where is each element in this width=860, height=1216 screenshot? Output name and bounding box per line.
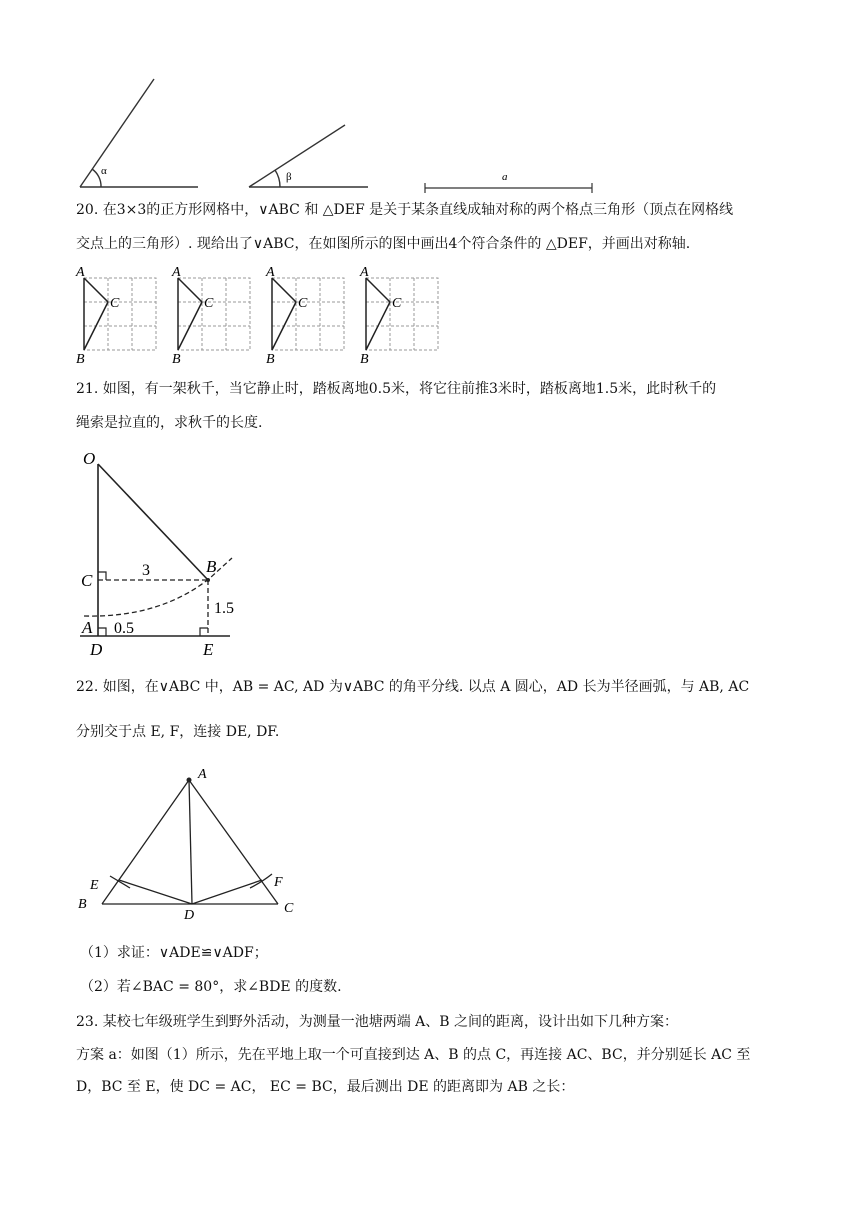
q20-text-line2: 交点上的三角形）. 现给出了∨ABC，在如图所示的图中画出4个符合条件的 △DEF，并画出对称轴.	[76, 236, 691, 252]
q22-text-line2: 分别交于点 E, F，连接 DE, DF.	[76, 724, 280, 740]
angle-beta-figure	[249, 125, 368, 187]
q20-grid-figures	[70, 262, 470, 368]
grid-figure-2	[178, 278, 250, 350]
segment-a-figure	[425, 183, 592, 193]
grid3-label-c: C	[298, 296, 308, 311]
swing-label-o: O	[83, 449, 96, 468]
tri-label-c: C	[284, 901, 294, 916]
angle-alpha-figure	[80, 79, 198, 187]
grid-figure-4	[366, 278, 438, 350]
swing-label-1-5: 1.5	[214, 600, 234, 617]
swing-label-3: 3	[142, 562, 150, 579]
swing-label-c: C	[81, 571, 93, 590]
grid3-label-a: A	[266, 265, 275, 280]
grid-figure-3	[272, 278, 344, 350]
swing-label-e: E	[203, 640, 214, 659]
q21-swing-figure	[70, 440, 270, 662]
tri-label-f: F	[274, 875, 283, 890]
tri-label-a: A	[198, 767, 207, 782]
grid4-label-c: C	[392, 296, 402, 311]
grid3-label-b: B	[266, 352, 275, 367]
grid1-label-b: B	[76, 352, 85, 367]
q21-text-line1: 21. 如图，有一架秋千，当它静止时，踏板离地0.5米，将它往前推3米时，踏板离地1.5米，此时秋千的	[76, 381, 717, 397]
grid2-label-b: B	[172, 352, 181, 367]
q23-text-line2: 方案 a：如图（1）所示，先在平地上取一个可直接到达 A、B 的点 C，再连接 AC、BC，并分别延长 AC 至	[76, 1047, 751, 1063]
grid2-label-a: A	[172, 265, 181, 280]
top-figures	[0, 0, 860, 200]
q22-sub2: （2）若∠BAC = 80°，求∠BDE 的度数.	[80, 979, 342, 995]
tri-label-e: E	[90, 878, 99, 893]
angle-alpha-label: α	[101, 165, 107, 177]
swing-label-d: D	[90, 640, 103, 659]
grid2-label-c: C	[204, 296, 214, 311]
swing-label-a: A	[82, 618, 93, 637]
grid4-label-b: B	[360, 352, 369, 367]
grid4-label-a: A	[360, 265, 369, 280]
angle-beta-label: β	[286, 171, 292, 183]
q23-text-line3: D，BC 至 E，使 DC = AC， EC = BC，最后测出 DE 的距离即为 AB 之长：	[76, 1079, 575, 1095]
grid1-label-c: C	[110, 296, 120, 311]
q23-text-line1: 23. 某校七年级班学生到野外活动，为测量一池塘两端 A、B 之间的距离，设计出如下几种方案：	[76, 1014, 679, 1030]
tri-label-d: D	[184, 908, 195, 920]
q22-text-line1: 22. 如图，在∨ABC 中，AB = AC, AD 为∨ABC 的角平分线. 以点 A 圆心，AD 长为半径画弧，与 AB, AC	[76, 679, 750, 695]
grid-figure-1	[84, 278, 156, 350]
grid1-label-a: A	[76, 265, 85, 280]
tri-label-b: B	[78, 897, 87, 912]
q21-text-line2: 绳索是拉直的，求秋千的长度.	[76, 415, 263, 431]
q22-triangle-figure	[70, 760, 310, 920]
segment-a-label: a	[502, 171, 508, 183]
q20-text-line1: 20. 在3×3的正方形网格中，∨ABC 和 △DEF 是关于某条直线成轴对称的两个格点三角形（顶点在网格线	[76, 202, 734, 218]
swing-label-0-5: 0.5	[114, 620, 134, 637]
swing-label-b: B	[206, 557, 217, 576]
q22-sub1: （1）求证：∨ADE≌∨ADF；	[80, 945, 268, 961]
